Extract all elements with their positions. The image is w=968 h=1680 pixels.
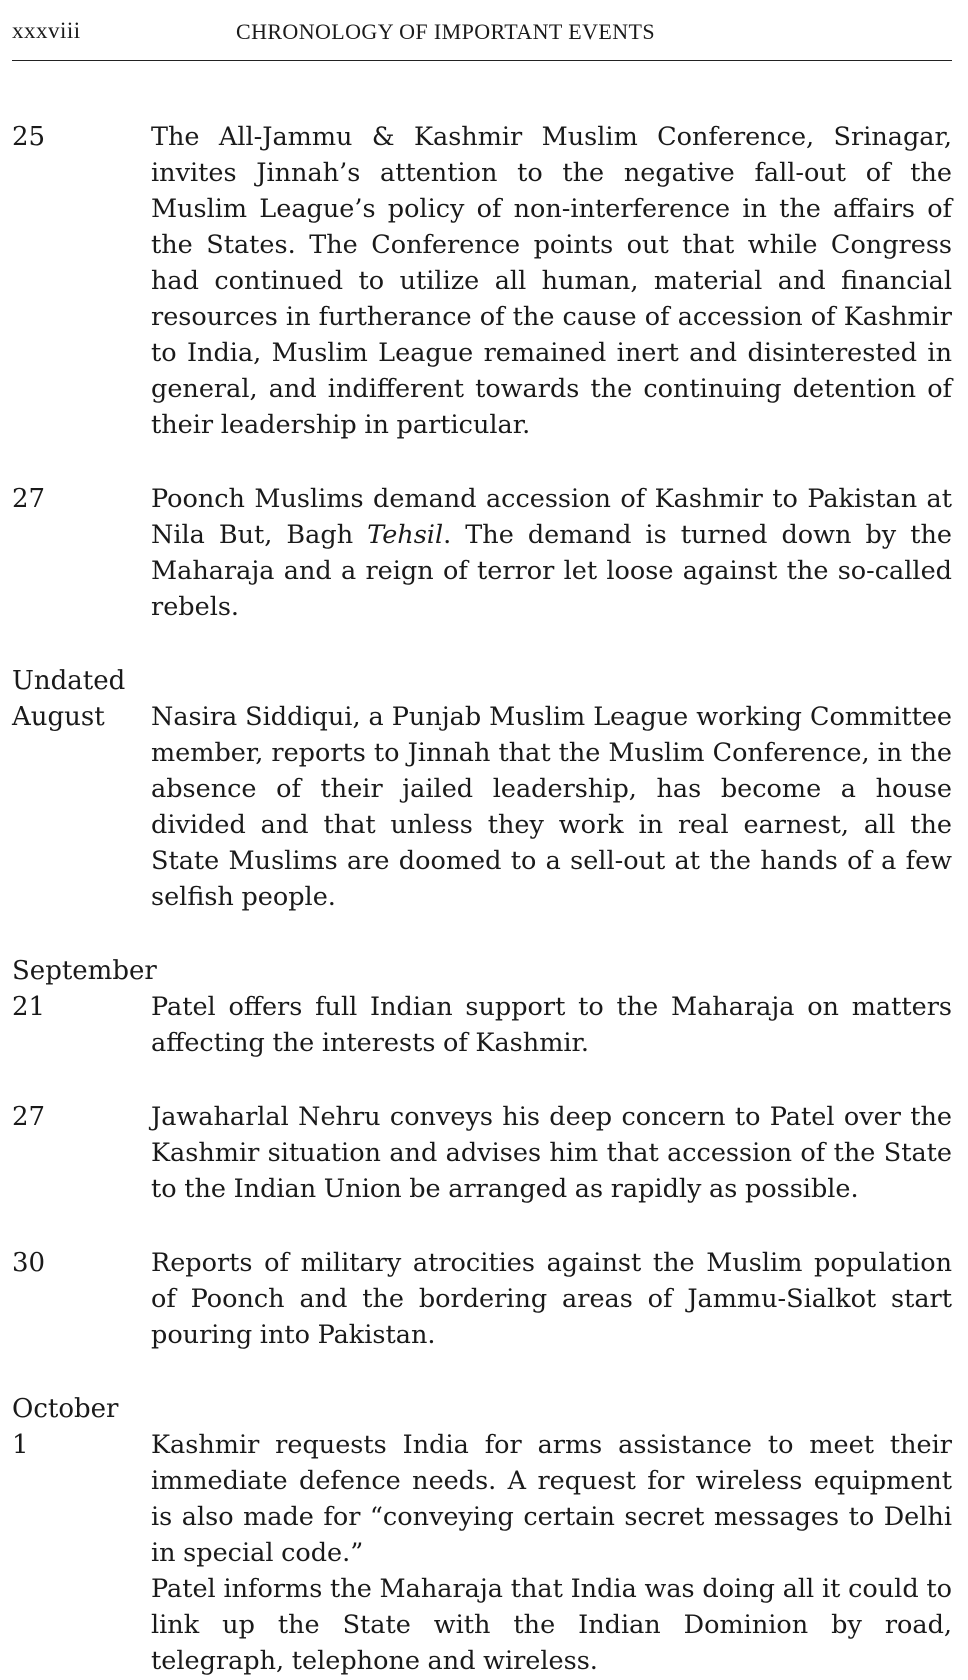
chronology-entry <box>12 1391 952 1679</box>
chronology-entry <box>12 1245 952 1353</box>
entry-paragraph: Patel offers full Indian support to the Maharaja on matters affecting the interests of Kashmir. <box>151 992 952 1058</box>
entry-date: 27 <box>12 1102 46 1132</box>
entry-text <box>151 1245 952 1353</box>
chronology-entry <box>12 119 952 443</box>
date-group-heading: Undated <box>12 666 126 696</box>
entry-row <box>12 1245 952 1353</box>
chronology-entry <box>12 1099 952 1207</box>
entry-text <box>151 989 952 1061</box>
entry-row <box>12 1427 952 1679</box>
entry-paragraph: Reports of military atrocities against the Muslim population of Poonch and the bordering areas of Jammu-Sialkot start pouring into Pakistan. <box>151 1248 952 1350</box>
entry-paragraph: Kashmir requests India for arms assistance to meet their immediate defence needs. A request for wireless equipment is also made for “conveying certain secret messages to Delhi in special code.” <box>151 1430 952 1568</box>
entry-row <box>12 699 952 915</box>
entry-text <box>151 119 952 443</box>
entry-date: 27 <box>12 484 46 514</box>
entry-date: 30 <box>12 1248 46 1278</box>
entry-paragraph: Patel informs the Maharaja that India was doing all it could to link up the State with the Indian Dominion by road, telegraph, telephone and wireless. <box>151 1574 952 1676</box>
entry-row <box>12 989 952 1061</box>
entry-row <box>12 481 952 625</box>
entry-row <box>12 119 952 443</box>
chronology-entries <box>12 119 952 1679</box>
entry-paragraph: Nasira Siddiqui, a Punjab Muslim League working Committee member, reports to Jinnah that the Muslim Conference, in the absence of their jailed leadership, has become a house divided and that unless they work in real earnest, all the State Muslims are doomed to a sell-out at the hands of a few selfish people. <box>151 702 952 912</box>
entry-italic-term: Tehsil <box>367 520 444 550</box>
entry-paragraph: The All-Jammu & Kashmir Muslim Conference, Srinagar, invites Jinnah’s attention to the negative fall-out of the Muslim League’s policy of non-interference in the affairs of the States. The Conference points out that while Congress had continued to utilize all human, material and financial resources in furtherance of the cause of accession of Kashmir to India, Muslim League remained inert and disinterested in general, and indifferent towards the continuing detention of their leadership in particular. <box>151 122 952 440</box>
chronology-entry <box>12 481 952 625</box>
month-heading: September <box>12 956 157 986</box>
running-title: CHRONOLOGY OF IMPORTANT EVENTS <box>236 19 655 44</box>
running-header <box>12 18 952 61</box>
chronology-entry <box>12 953 952 1061</box>
entry-text <box>151 481 952 625</box>
entry-paragraph: Jawaharlal Nehru conveys his deep concern to Patel over the Kashmir situation and advises him that accession of the State to the Indian Union be arranged as rapidly as possible. <box>151 1102 952 1204</box>
entry-text <box>151 699 952 915</box>
entry-text <box>151 1427 952 1679</box>
entry-date: 21 <box>12 992 46 1022</box>
entry-paragraph <box>151 481 952 625</box>
entry-text-part: . The demand is turned down by the Maharaja and a reign of terror let loose against the so-called rebels. <box>151 520 952 622</box>
page-number: xxxviii <box>12 18 81 43</box>
month-heading: October <box>12 1394 119 1424</box>
entry-date: August <box>12 702 105 732</box>
entry-text-part: Poonch Muslims demand accession of Kashmir to Pakistan at Nila But, Bagh <box>151 484 952 550</box>
chronology-entry <box>12 663 952 915</box>
entry-date: 25 <box>12 122 46 152</box>
entry-text <box>151 1099 952 1207</box>
entry-row <box>12 1099 952 1207</box>
entry-date: 1 <box>12 1430 29 1460</box>
